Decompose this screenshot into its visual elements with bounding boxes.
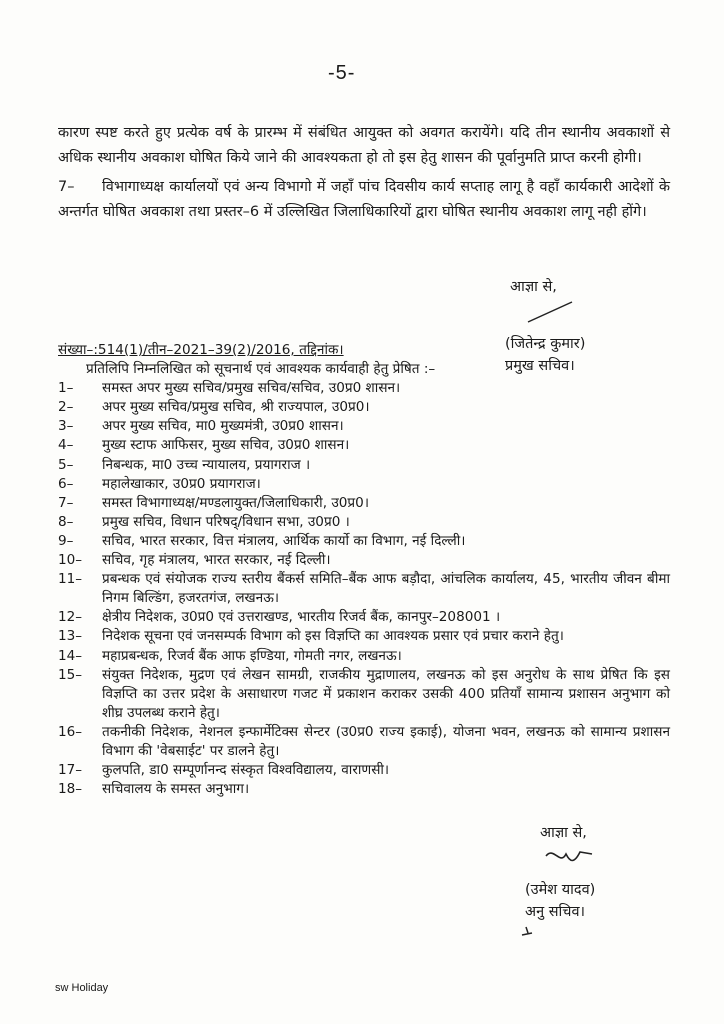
list-item bbox=[58, 608, 670, 627]
list-item-text: संयुक्त निदेशक, मुद्रण एवं लेखन सामग्री, राजकीय मुद्राणालय, लखनऊ को इस अनुरोध के साथ प्रेषित कि इस विज्ञप्ति का उत्तर प्रदेश के असाधारण गजट में प्रकाशन कराकर उसकी 400 प्रतियॉं सामान्य प्रशासन अनुभाग को शीघ्र उपलब्ध कराने हेतु। bbox=[102, 666, 670, 721]
list-item bbox=[58, 398, 670, 417]
list-item-number: 11– bbox=[58, 571, 83, 588]
list-item-text: सचिव, गृह मंत्रालय, भारत सरकार, नई दिल्ली। bbox=[102, 552, 331, 569]
list-item-text: सचिवालय के समस्त अनुभाग। bbox=[102, 781, 250, 798]
list-item-number: 18– bbox=[58, 781, 83, 798]
list-item-text: क्षेत्रीय निदेशक, उ0प्र0 एवं उत्तराखण्ड, भारतीय रिजर्व बैंक, कानपुर–208001 । bbox=[102, 609, 501, 626]
list-item-number: 10– bbox=[58, 552, 83, 569]
by-order-text: आज्ञा से, bbox=[510, 279, 557, 295]
by-order-text-2: आज्ञा से, bbox=[540, 825, 587, 841]
list-item bbox=[58, 647, 670, 666]
list-item-number: 13– bbox=[58, 628, 83, 645]
page-number: -5- bbox=[328, 62, 356, 84]
list-item-number: 12– bbox=[58, 609, 83, 626]
list-item-number: 5– bbox=[58, 456, 74, 473]
list-item bbox=[58, 475, 670, 494]
list-item-text: समस्त अपर मुख्य सचिव/प्रमुख सचिव/सचिव, उ0प्र0 शासन। bbox=[102, 380, 401, 397]
list-item-number: 8– bbox=[58, 513, 74, 530]
body-paragraphs bbox=[58, 121, 670, 225]
list-item-text: निदेशक सूचना एवं जनसम्पर्क विभाग को इस विज्ञप्ति का आवश्यक प्रसार एवं प्रचार कराने हेतु। bbox=[102, 628, 564, 645]
list-item-number: 16– bbox=[58, 723, 83, 740]
list-item bbox=[58, 513, 670, 532]
list-item-number: 7– bbox=[58, 494, 74, 511]
copy-distribution bbox=[58, 341, 670, 799]
list-item-text: प्रमुख सचिव, विधान परिषद्/विधान सभा, उ0प्र0 । bbox=[102, 513, 350, 530]
list-item bbox=[58, 417, 670, 436]
list-item-number: 14– bbox=[58, 647, 83, 664]
list-item-text: अपर मुख्य सचिव/प्रमुख सचिव, श्री राज्यपाल, उ0प्र0। bbox=[102, 399, 370, 416]
list-item bbox=[58, 532, 670, 551]
list-item-number: 6– bbox=[58, 475, 74, 492]
signature-mark-1 bbox=[520, 298, 580, 326]
point-7 bbox=[58, 175, 670, 225]
list-item-number: 3– bbox=[58, 418, 74, 435]
signature-mark-2 bbox=[540, 844, 600, 872]
list-item bbox=[58, 761, 670, 780]
list-item bbox=[58, 570, 670, 608]
signature-block-2 bbox=[525, 822, 600, 946]
list-item bbox=[58, 551, 670, 570]
list-item-number: 15– bbox=[58, 666, 83, 683]
list-item-text: तकनीकी निदेशक, नेशनल इन्फार्मेटिक्स सेन्टर (उ0प्र0 राज्य इकाई), योजना भवन, लखनऊ को सामान्य प्रशासन विभाग की 'वेबसाईट' पर डालने हेतु। bbox=[102, 723, 670, 759]
copy-intro: प्रतिलिपि निम्नलिखित को सूचनार्थ एवं आवश्यक कार्यवाही हेतु प्रेषित :– bbox=[86, 361, 436, 378]
list-item-number: 1– bbox=[58, 380, 74, 397]
point-7-number: 7– bbox=[58, 179, 75, 195]
signatory-name-1: (जितेन्द्र कुमार) bbox=[505, 336, 586, 352]
continuation-paragraph: कारण स्पष्ट करते हुए प्रत्येक वर्ष के प्रारम्भ में संबंधित आयुक्त को अवगत करायेंगे। यदि तीन स्थानीय अवकाशों से अधिक स्थानीय अवकाश घोषित किये जाने की आवश्यकता हो तो इस हेतु शासन की पूर्वानुमति प्राप्त करनी होगी। bbox=[58, 125, 670, 166]
list-item-text: सचिव, भारत सरकार, वित्त मंत्रालय, आर्थिक कार्यो का विभाग, नई दिल्ली। bbox=[102, 532, 466, 549]
signatory-name-2: (उमेश यादव) bbox=[525, 882, 596, 898]
signatory-designation-2: अनु सचिव। bbox=[525, 904, 586, 920]
list-item bbox=[58, 780, 670, 799]
list-item-number: 4– bbox=[58, 437, 74, 454]
list-item-number: 2– bbox=[58, 399, 74, 416]
list-item-text: मुख्य स्टाफ आफिसर, मुख्य सचिव, उ0प्र0 शासन। bbox=[102, 437, 350, 454]
list-item-number: 17– bbox=[58, 762, 83, 779]
list-item bbox=[58, 379, 670, 398]
list-item-text: अपर मुख्य सचिव, मा0 मुख्यमंत्री, उ0प्र0 शासन। bbox=[102, 418, 344, 435]
list-item-text: कुलपति, डा0 सम्पूर्णानन्द संस्कृत विश्वविद्यालय, वाराणसी। bbox=[102, 762, 390, 779]
list-item-number: 9– bbox=[58, 532, 74, 549]
list-item-text: निबन्धक, मा0 उच्च न्यायालय, प्रयागराज । bbox=[102, 456, 311, 473]
point-7-text: विभागाध्यक्ष कार्यालयों एवं अन्य विभागो में जहाँ पांच दिवसीय कार्य सप्ताह लागू है वहाँ कार्यकारी आदेशों के अन्तर्गत घोषित अवकाश तथा प्रस्तर–6 में उल्लिखित जिलाधिकारियों द्वारा घोषित स्थानीय अवकाश लागू नही होंगे। bbox=[58, 179, 670, 220]
list-item bbox=[58, 723, 670, 761]
list-item-text: महाप्रबन्धक, रिजर्व बैंक आफ इण्डिया, गोमती नगर, लखनऊ। bbox=[102, 647, 402, 664]
initial-mark bbox=[518, 923, 538, 939]
reference-number: संख्या–:514(1)/तीन–2021–39(2)/2016, तद्दिनांक। bbox=[58, 342, 344, 358]
list-item-text: महालेखाकार, उ0प्र0 प्रयागराज। bbox=[102, 475, 261, 492]
footer-label: sw Holiday bbox=[55, 982, 109, 994]
signatory-designation-1: प्रमुख सचिव। bbox=[505, 358, 575, 374]
list-item bbox=[58, 436, 670, 455]
recipient-list bbox=[58, 379, 670, 799]
list-item bbox=[58, 456, 670, 475]
list-item bbox=[58, 494, 670, 513]
list-item-text: प्रबन्धक एवं संयोजक राज्य स्तरीय बैंकर्स समिति–बैंक आफ बड़ौदा, आंचलिक कार्यालय, 45, भारतीय जीवन बीमा निगम बिल्डिंग, हजरतगंज, लखनऊ। bbox=[102, 571, 670, 607]
list-item bbox=[58, 666, 670, 723]
list-item bbox=[58, 627, 670, 646]
list-item-text: समस्त विभागाध्यक्ष/मण्डलायुक्त/जिलाधिकारी, उ0प्र0। bbox=[102, 494, 369, 511]
